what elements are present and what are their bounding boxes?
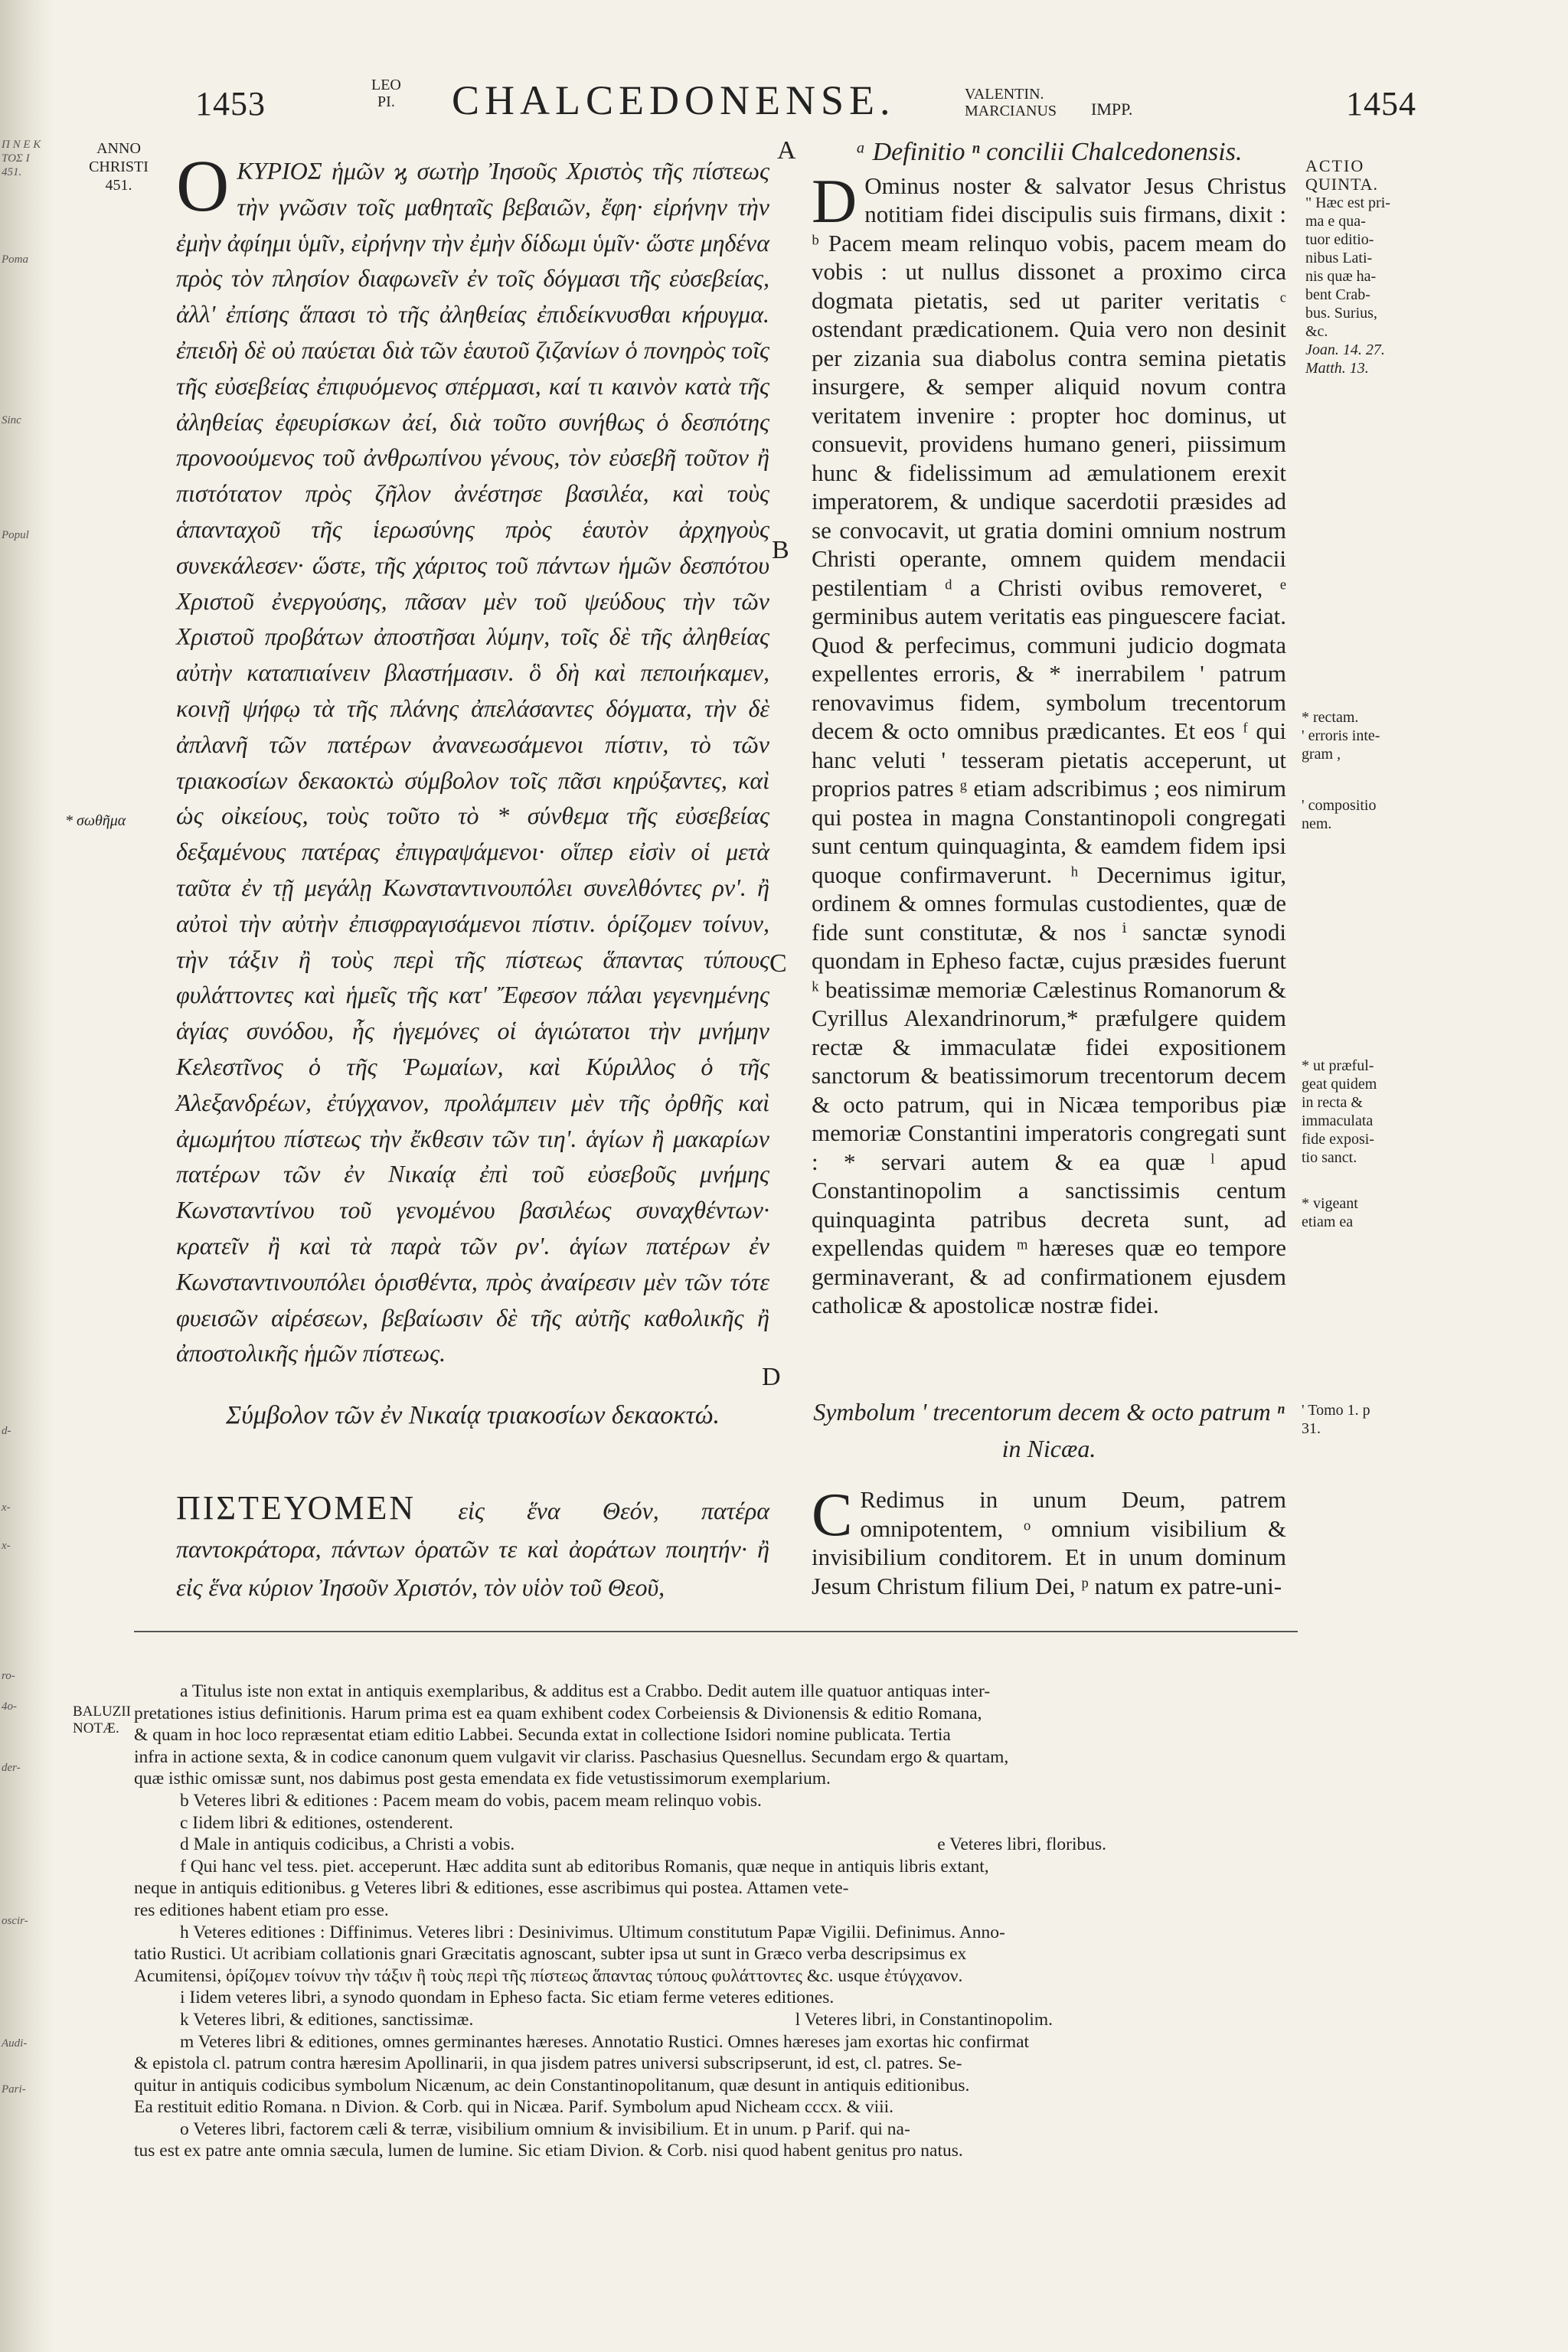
page-number-right: 1454 [1346,85,1416,122]
greek-symbol-heading: Σύμβολον τῶν ἐν Νικαίᾳ τριακοσίων δεκαοκτώ. [226,1401,720,1429]
note-line: pretationes istius definitionis. Harum prima est ea quam exhibent codex Corbeiensis & Divionensis & editio Romana, [134,1703,982,1723]
note-line: & epistola cl. patrum contra hæresim Apollinarii, in qua jisdem patres universi subscripserunt, id est, cl. patres. Se- [134,2053,962,2074]
gutter-fragment: Poma [2,253,28,266]
note-line: i Iidem veteres libri, a synodo quondam in Ephesο facta. Sic etiam ferme veteres editiones. [180,1988,835,2008]
note-line: neque in antiquis editionibus. g Veteres libri & editiones, esse ascribimus qui postea. Attamen vete- [134,1878,849,1899]
note-line: quitur in antiquis codicibus symbolum Nicænum, ac dein Constantinopolitanum, quæ desunt in antiquis editionibus. [134,2075,970,2096]
note-line: res editiones habent etiam pro esse. [134,1900,389,1920]
note-k: k Veteres libri, & editiones, sanctissimæ. [180,2009,474,2030]
note-line: quæ isthic omissæ sunt, nos dabimus post gesta emendata ex fide vetustissimorum exemplarium. [134,1769,831,1789]
note-e: e Veteres libri, floribus. [937,1834,1106,1855]
latin-symbol-heading: Symbolum ' trecentorum decem & octo patrum ⁿ in Nicæa. [813,1398,1285,1462]
note-line: f Qui hanc vel tess. piet. acceperunt. Hæc addita sunt ab editoribus Romanis, quæ neque in antiquis libris extant, [180,1856,989,1877]
greek-definition-text: ΚΥΡΙΟΣ ἡμῶν ϗ σωτὴρ Ἰησοῦς Χριστὸς τῆς πίστεως τὴν γνῶσιν τοῖς μαθηταῖς βεβαιῶν, ἔφη· εἰρήνην τὴν ἐμὴν ἀφίημι ὑμῖν, εἰρήνην τὴν ἐμὴν δίδωμι ὑμῖν· ὥστε μηδένα πρὸς τὸν πλησίον διαφωνεῖν ἐν τοῖς δόγμασι τῆς εὐσεβείας, ἀλλ' ἐπίσης ἅπασι τὸ τῆς ἀληθείας ἐπιδείκνυσθαι κήρυγμα. ἐπειδὴ δὲ οὐ παύεται διὰ τῶν ἑαυτοῦ ζιζανίων ὁ πονηρὸς τοῖς τῆς εὐσεβείας ἐπιφυόμενος σπέρμασι, καί τι καινὸν κατὰ τῆς ἀληθείας ἐφευρίσκων ἀεί, διὰ τοῦτο συνήθως ὁ δεσπότης προνοούμενος τοῦ ἀνθρωπίνου γένους, τὸν εὐσεβῆ τοῦτον ἢ πιστότατον πρὸς ζῆλον ἀνέστησε βασιλέα, καὶ τοὺς ἁπανταχοῦ τῆς ἱερωσύνης πρὸς ἑαυτὸν ἀρχηγοὺς συνεκάλεσεν· ὥστε, τῆς χάριτος τοῦ πάντων ἡμῶν δεσπότου Χριστοῦ ἐνεργούσης, πᾶσαν μὲν τοῦ ψεύδους τὴν τῶν Χριστοῦ προβάτων ἀποστῆσαι λύμην, τοῖς δὲ τῆς ἀληθείας αὐτὴν καταπιαίνειν βλαστήμασιν. ὃ δὴ καὶ πεποιήκαμεν, κοινῇ ψήφῳ τὰ τῆς πλάνης ἀπελάσαντες δόγματα, τὴν δὲ ἀπλανῆ τῶν πατέρων ἀνανεωσάμενοι πίστιν, τὸ τῶν τριακοσίων δεκαοκτὼ σύμβολον τοῖς πᾶσι κηρύξαντες, καὶ ὡς οἰκείους, τοὺς τοῦτο τὸ * σύνθεμα τῆς εὐσεβείας δεξαμένους πατέρας ἐπιγραψάμενοι· οἵπερ εἰσὶν οἱ μετὰ ταῦτα ἐν τῇ μεγάλῃ Κωνσταντινουπόλει συνελθόντες ρν'. ἢ αὐτοὶ τὴν αὐτὴν ἐπισφραγισάμενοι πίστιν. ὁρίζομεν τοίνυν, τὴν τάξιν ἢ τοὺς περὶ τῆς πίστεως ἅπαντας τύπους φυλάττοντες καὶ ἡμεῖς τῆς κατ' Ἔφεσον πάλαι γεγενημένης ἁγίας συνόδου, ἧς ἡγεμόνες οἱ ἁγιώτατοι τὴν μνήμην Κελεστῖνος ὁ τῆς Ῥωμαίων, καὶ Κύριλλος ὁ τῆς Ἀλεξανδρέων, ἐτύγχανον, προλάμπειν μὲν τῆς ὀρθῆς καὶ ἀμωμήτου πίστεως τὴν ἔκθεσιν τῶν τιη'. ἁγίων ἢ μακαρίων πατέρων τῶν ἐν Νικαίᾳ ἐπὶ τοῦ εὐσεβοῦς μνήμης Κωνσταντίνου τοῦ γενομένου βασιλέως συναχθέντων· κρατεῖν ἢ καὶ τὰ παρὰ τῶν ρν'. ἁγίων πατέρων ἐν Κωνσταντινουπόλει ὁρισθέντα, πρὸς ἀναίρεσιν μὲν τῶν τότε φυεισῶν αἱρέσεων, βεβαίωσιν δὲ τῆς αὐτῆς καθολικῆς ἢ ἀποστολικῆς ἡμῶν πίστεως. [176,157,769,1367]
gutter-fragment: x- [2,1501,11,1514]
praefulgeat-note: * ut præful- geat quidem in recta & immaculata fide exposi- tio sanct. [1302,1057,1377,1166]
gutter-fragment: Π Ν Ε Κ ΤΟΣ Ι 451. [2,139,41,178]
note-line: h Veteres editiones : Diffinimus. Veteres libri : Desinivimus. Ultimum constitutum Papæ Vigilii. Definimus. Anno- [180,1922,1005,1942]
note-line: Acumitensi, ὁρίζομεν τοίνυν τὴν τάξιν ἢ τοὺς περὶ τῆς πίστεως ἅπαντας τύπους φυλάττοντες &c. usque ἐτύγχανον. [134,1965,963,1986]
note-line: tus est ex patre ante omnia sæcula, lumen de lumine. Sic etiam Divion. & Corb. nisi quod habent genitus pro natus. [134,2141,963,2161]
latin-definition-column [812,138,1286,1320]
emperors-names: VALENTIN. MARCIANUS [965,86,1057,119]
latin-heading: ᵃ Definitio ⁿ concilii Chalcedonensis. [855,138,1243,166]
note-line: o Veteres libri, factorem cæli & terræ, visibilium omnium & invisibilium. Et in unum. p Parif. qui na- [180,2118,910,2139]
note-line [134,2009,1305,2031]
note-line: a Titulus iste non extat in antiquis exemplaribus, & additus est a Crabbo. Dedit autem ille quatuor antiquas inter- [180,1681,991,1701]
greek-symbol-caps: ΠΙΣΤΕΥΟΜΕΝ [176,1489,416,1527]
baluzii-notes [134,1681,1305,2162]
notes-divider [134,1631,1298,1632]
compositio-note: ' compositio nem. [1302,797,1377,832]
baluzii-notae-label: BALUZII NOTÆ. [73,1704,131,1736]
latin-symbol-text: Redimus in unum Deum, patrem omnipotentem, ᵒ omnium visibilium & invisibilium conditorem. Et in unum dominum Jesum Christum filium Dei, ᵖ natum ex patre-uni- [812,1486,1286,1599]
gutter-fragment: x- [2,1540,11,1552]
pope-name: LEO PI. [371,77,401,110]
note-line: b Veteres libri & editiones : Pacem meam do vobis, pacem meam relinquo vobis. [180,1790,762,1811]
emperors-title: IMPP. [1091,100,1133,119]
gutter-fragment: oscir- [2,1915,28,1927]
section-letter-a: A [777,136,796,165]
actio-quinta-note: ACTIO QUINTA. " Hæc est pri- ma e qua- tuor editio- nibus Lati- nis quæ ha- bent Crab- bus. Surius, &c. Joan. 14. 27. Matth. 13. [1305,156,1390,377]
latin-drop-cap: D [812,165,858,236]
note-line: tatio Rustici. Ut acribiam collationis gnari Græcitatis agnoscant, subter ipsa ut sunt in Græco verba descripsimus ex [134,1944,967,1965]
latin-symbol-text-block [812,1481,1286,1600]
tomo-reference: ' Tomo 1. p 31. [1302,1402,1370,1437]
greek-definition-column [176,145,769,1371]
note-line: & quam in hoc loco repræsentat etiam editio Labbei. Secunda extat in collectione Isidori nomine publicata. Tertia [134,1725,951,1746]
note-line: m Veteres libri & editiones, omnes germinantes hæreses. Annotatio Rustici. Omnes hæreses jam exortas hic confirmat [180,2031,1030,2052]
running-head [176,69,1416,138]
note-line [134,1834,1305,1856]
latin-symbol-drop-cap: C [812,1481,853,1549]
greek-symbol-text-block [176,1489,769,1606]
previous-page-gutter [0,0,54,2352]
greek-symbol-text: εἰς ἕνα Θεόν, πατέρα παντοκράτορα, πάντων ὁρατῶν τε καὶ ἀοράτων ποιητήν· ἢ εἰς ἕνα κύριον Ἰησοῦν Χριστόν, τὸν υἱὸν τοῦ Θεοῦ, [176,1497,769,1601]
gutter-fragment: Popul [2,529,29,541]
greek-drop-cap: Ο [176,145,230,227]
section-letter-d: D [762,1363,781,1391]
section-letter-b: B [772,536,789,564]
vigeant-note: * vigeant etiam ea [1302,1195,1358,1230]
note-d: d Male in antiquis codicibus, a Christi a vobis. [180,1834,515,1855]
gutter-fragment: ro- [2,1670,15,1682]
running-title: CHALCEDONENSE. [452,77,896,123]
gutter-fragment: Audi- [2,2037,28,2050]
gutter-fragment: Sinc [2,414,21,426]
left-margin-variant: * σωθῆμα [65,812,126,829]
note-line: Ea restituit editio Romana. n Divion. & Corb. qui in Nicæa. Parif. Symbolum apud Nicheam cccx. & viii. [134,2097,894,2118]
page-number-left: 1453 [195,85,266,122]
section-letter-c: C [769,949,787,978]
note-line: c Iidem libri & editiones, ostenderent. [180,1812,453,1833]
gutter-fragment: Pari- [2,2083,26,2096]
latin-definition-text: Ominus noster & salvator Jesus Christus notitiam fidei discipulis suis firmans, dixit : ᵇ Pacem meam relinquo vobis, pacem meam do vobis : ut nullus dissonet a proximo circa dogmata pietatis, sed ut pariter veritatis ᶜ ostendant prædicationem. Quia vero non desinit per zizania sua diabolus contra semina pietatis insurgere, & semper aliquid novum contra veritatem invenire : propter hoc dominus, ut consuevit, providens humano generi, piissimum hunc & fidelissimum ad æmulationem erexit imperatorem, & undique sacerdotii præsides ad se convocavit, ut gratia domini omnium nostrum Christi operante, omnem quidem mendacii pestilentiam ᵈ a Christi ovibus removeret, ᵉ germinibus autem veritatis eas pinguescere faciat. Quod & perfecimus, communi judicio dogmata expellentes erroris, & * inerrabilem ' patrum renovavimus fidem, symbolum trecentorum decem & octo omnibus prædicantes. Et eos ᶠ qui hanc veluti ' tesseram pietatis acceperunt, ut proprios patres ᵍ etiam adscribimus ; eos nimirum qui postea in magna Constantinopoli congregati sunt centum quinquaginta, & eamdem fidem ipsi quoque confirmaverunt. ʰ Decernimus igitur, ordinem & omnes formulas custodientes, quæ de fide sunt constitutæ, & nos ⁱ sanctæ synodi quondam in Ephesο factæ, cujus præsides fuerunt ᵏ beatissimæ memoriæ Cælestinus Romanorum & Cyrillus Alexandrinorum,* præfulgere quidem rectæ & immaculatæ fidei expositionem sanctorum & beatissimorum trecentorum decem & octo patrum, qui in Nicæa temporibus piæ memoriæ Constantini imperatoris congregati sunt : * servari autem & ea quæ ˡ apud Constantinopolim a sanctissimis centum quinquaginta patribus decreta sunt, ad expellendas quidem ᵐ hæreses quæ eo tempore germinaverant, & ad confirmationem ejusdem catholicæ & apostolicæ nostræ fidei. [812,172,1286,1318]
rectam-note: * rectam. ' erroris inte- gram , [1302,709,1380,763]
note-line: infra in actione sexta, & in codice canonum quem vulgavit vir clariss. Paschasius Quesnellus. Secundam ergo & quartam, [134,1746,1009,1767]
gutter-fragment: d- [2,1425,11,1437]
gutter-fragment: der- [2,1762,21,1774]
gutter-fragment: 4o- [2,1700,17,1713]
anno-christi-note: ANNO CHRISTI 451. [89,140,149,194]
note-l: l Veteres libri, in Constantinopolim. [795,2009,1053,2030]
